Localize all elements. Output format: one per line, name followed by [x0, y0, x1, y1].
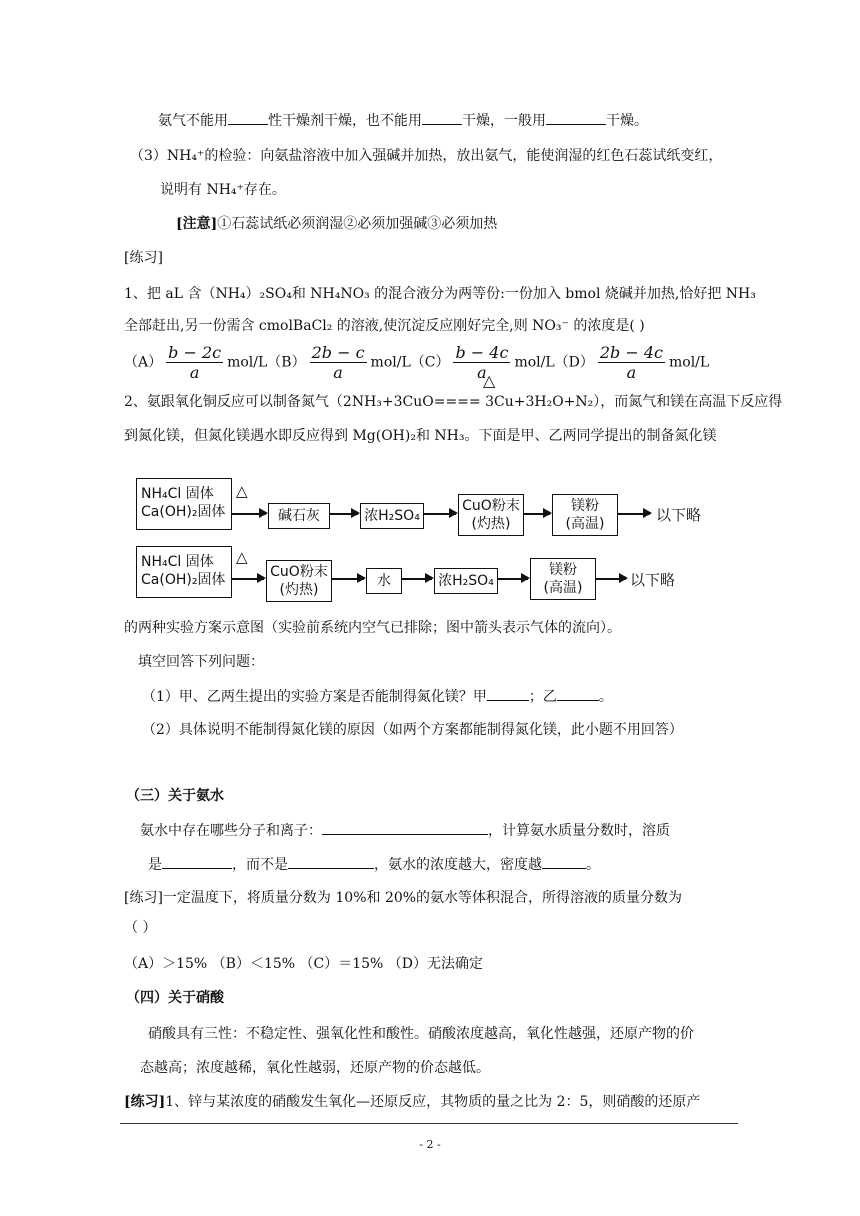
flow-arrow	[424, 513, 456, 515]
blank[interactable]	[162, 854, 232, 869]
flow-arrow	[330, 513, 358, 515]
flow-arrow	[498, 578, 528, 580]
text: ；乙	[528, 689, 557, 705]
text: 。	[586, 857, 600, 873]
denominator: a	[626, 363, 637, 382]
ammonia-water-line-1	[140, 820, 670, 841]
box-label: (高温)	[543, 580, 583, 596]
text: ，氨水的浓度越大，密度越	[374, 857, 542, 873]
box-label: 碱石灰	[278, 508, 320, 524]
page-number: - 2 -	[419, 1138, 441, 1151]
blank[interactable]	[322, 820, 488, 835]
box-label: CuO粉末	[270, 564, 328, 580]
text: 干燥，一般用	[462, 113, 546, 129]
text: 氨气不能用	[158, 113, 228, 129]
question-2-line-3: 的两种实验方案示意图（实验前系统内空气已排除；图中箭头表示气体的流向）。	[124, 620, 621, 636]
omitted-label: 以下略	[630, 571, 676, 589]
denominator: a	[189, 363, 200, 382]
source-line-2: Ca(OH)₂固体	[141, 504, 226, 520]
text: ，而不是	[232, 857, 288, 873]
text: 干燥。	[606, 113, 648, 129]
box-label: 镁粉	[571, 498, 599, 514]
flow-arrow	[524, 513, 550, 515]
box-label: (灼热)	[471, 516, 511, 532]
question-2-line-4: 填空回答下列问题：	[138, 654, 264, 670]
source-line-1: NH₄Cl 固体	[141, 554, 214, 570]
flow-arrow	[232, 578, 264, 580]
blank[interactable]	[422, 110, 462, 125]
fraction-b	[310, 343, 367, 382]
practice-heading: [练习]	[124, 250, 163, 266]
soda-lime-box	[268, 503, 330, 529]
blank[interactable]	[557, 686, 599, 701]
nitric-acid-line-1: 硝酸具有三性：不稳定性、强氧化性和酸性。硝酸浓度越高，氧化性越强，还原产物的价	[148, 1026, 694, 1042]
box-label: 水	[377, 573, 391, 589]
box-label: 浓H₂SO₄	[438, 573, 494, 589]
text: 性干燥剂干燥，也不能用	[268, 113, 422, 129]
blank[interactable]	[542, 854, 586, 869]
flow-arrow	[618, 513, 650, 515]
note-label: [注意]	[176, 216, 218, 232]
footer-divider	[120, 1123, 738, 1124]
question-2-sub-1	[142, 686, 613, 707]
denominator: a	[477, 363, 487, 382]
unit: mol/L	[669, 354, 710, 371]
box-label: CuO粉末	[462, 498, 520, 514]
fraction-c	[453, 343, 510, 382]
denominator: a	[333, 363, 343, 382]
flow-arrow	[332, 578, 364, 580]
copper-oxide-box	[266, 560, 332, 602]
question-1-options	[124, 343, 709, 382]
box-label: 镁粉	[549, 562, 577, 578]
unit: mol/L（D）	[514, 354, 594, 371]
blank[interactable]	[288, 854, 374, 869]
question-2-sub-2: （2）具体说明不能制得氮化镁的原因（如两个方案都能制得氮化镁，此小题不用回答）	[142, 722, 683, 738]
box-label: (高温)	[565, 516, 605, 532]
fraction-d	[598, 343, 665, 382]
water-box	[366, 568, 402, 594]
copper-oxide-box	[458, 494, 524, 536]
flow-arrow	[232, 513, 266, 515]
option-a-label: （A）	[124, 354, 163, 371]
blank[interactable]	[228, 110, 268, 125]
practice-label: [练习]	[124, 1094, 166, 1110]
question-1-line-1: 1、把 aL 含（NH₄）₂SO₄和 NH₄NO₃ 的混合液分为两等份:一份加入 bmol 烧碱并加热,恰好把 NH₃	[124, 286, 756, 302]
dry-ammonia-line	[158, 110, 648, 131]
note-line	[176, 214, 497, 234]
question-1-line-2: 全部赶出,另一份需含 cmolBaCl₂ 的溶液,使沉淀反应刚好完全,则 NO₃⁻ 的浓度是( )	[124, 318, 645, 334]
numerator: 2b − 4c	[599, 343, 663, 362]
text: （1）甲、乙两生提出的实验方案是否能制得氮化镁？甲	[142, 689, 487, 705]
scheme-b-source	[136, 546, 232, 598]
magnesium-box	[552, 494, 618, 536]
nh4-test-line-2: 说明有 NH₄⁺存在。	[160, 182, 286, 198]
ammonia-practice-bracket: （ ）	[124, 920, 157, 936]
flow-arrow	[402, 578, 432, 580]
text: ，计算氨水质量分数时，溶质	[488, 823, 670, 839]
box-label: (灼热)	[279, 582, 319, 598]
text: 1、锌与某浓度的硝酸发生氧化—还原反应，其物质的量之比为 2：5，则硝酸的还原产	[165, 1094, 701, 1110]
magnesium-box	[530, 558, 596, 600]
source-line-1: NH₄Cl 固体	[141, 486, 214, 502]
note-text: ①石蕊试纸必须润湿②必须加强碱③必须加热	[217, 216, 498, 232]
box-label: 浓H₂SO₄	[364, 508, 420, 524]
section-nitric-acid-heading: （四）关于硝酸	[126, 990, 224, 1006]
source-line-2: Ca(OH)₂固体	[141, 572, 226, 588]
numerator: 2b − c	[311, 343, 365, 362]
ammonia-water-line-2	[148, 854, 600, 875]
question-2-line-1: 2、氨跟氧化铜反应可以制备氮气（2NH₃+3CuO==== 3Cu+3H₂O+N₂），而氮气和镁在高温下反应得	[124, 394, 783, 410]
numerator: b − 2c	[168, 343, 222, 362]
heat-triangle: △	[236, 482, 248, 500]
blank[interactable]	[546, 110, 606, 125]
unit: mol/L（B）	[227, 354, 306, 371]
heat-triangle: △	[483, 371, 496, 390]
blank[interactable]	[487, 686, 529, 701]
nitric-acid-line-2: 态越高；浓度越稀，氧化性越弱，还原产物的价态越低。	[140, 1060, 490, 1076]
flow-arrow	[596, 578, 626, 580]
scheme-a-source	[136, 478, 232, 530]
section-ammonia-water-heading: （三）关于氨水	[126, 788, 224, 804]
heat-triangle: △	[236, 548, 248, 566]
nitric-acid-practice	[124, 1092, 700, 1112]
text: 。	[598, 689, 613, 705]
unit: mol/L（C）	[370, 354, 450, 371]
fraction-a	[166, 343, 223, 382]
ammonia-practice-line: [练习]一定温度下，将质量分数为 10%和 20%的氨水等体积混合，所得溶液的质量分数为	[124, 890, 683, 906]
text: 氨水中存在哪些分子和离子：	[140, 823, 322, 839]
text: 是	[148, 857, 162, 873]
nh4-test-line: （3）NH₄⁺的检验：向氨盐溶液中加入强碱并加热，放出氨气，能使润湿的红色石蕊试纸变红，	[130, 148, 723, 164]
question-2-line-2: 到氮化镁，但氮化镁遇水即反应得到 Mg(OH)₂和 NH₃。下面是甲、乙两同学提出的制备氮化镁	[124, 428, 717, 444]
omitted-label: 以下略	[656, 506, 702, 524]
numerator: b − 4c	[455, 343, 509, 362]
ammonia-practice-options: （A）＞15% （B）＜15% （C）＝15% （D）无法确定	[124, 956, 484, 972]
sulfuric-acid-box	[360, 503, 424, 529]
sulfuric-acid-box	[434, 568, 498, 594]
